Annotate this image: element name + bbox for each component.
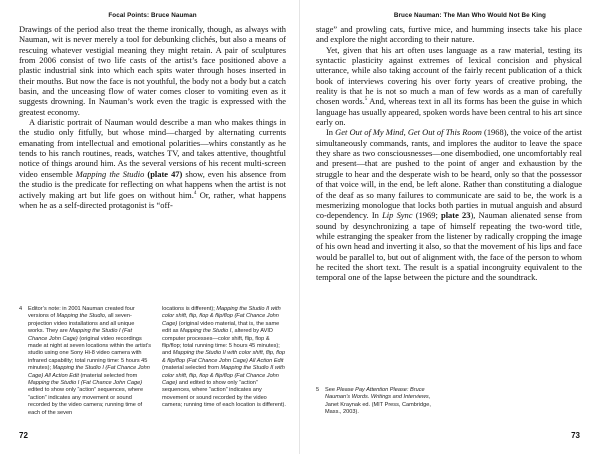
footnote-marker[interactable]: 4 [193, 190, 197, 196]
footnote-column-1: Editor’s note: in 2001 Nauman created four versions of Mapping the Studio, all seven-projection video installations and all unique works. They are Mapping the Studio I (Fat Chance John Cage) (original video recordings made at night at seven locations within the artist’s studio using one Sony Hi-8 video camera with infrared capability; total running time: 5 hours 45 minutes); Mapping the Studio I (Fat Chance John Cage) All Action Edit (material selected from Mapping the Studio I (Fat Chance John Cage) edited to show only “action” sequences, where “action” indicates any movement or sound recorded by the video camera; running time of each of the seven [28, 306, 152, 416]
running-head-right: Bruce Nauman: The Man Who Would Not Be King [393, 12, 546, 19]
work-title: Mapping the Studio [75, 168, 145, 179]
left-paragraph-1: Drawings of the period also treat the theme ironically, though, as always with Nauman, wit is never merely a tool for debunking clichés, but also a means of rescuing whatever vestigial meaning they might retain. A pair of sculptures from 2006 consist of two life casts of the artist’s face positioned above a plastic industrial sink into which each spits water through hoses inserted in their mouths. But now the face is not youthful, the body not a body but a catch basin, and the unceasing flow of water comes closer to vomiting even as it suggests drowning. In Nauman’s work even the tragic is expressed with the greatest economy. [19, 24, 286, 117]
right-paragraph-1: stage” and prowling cats, furtive mice, and humming insects take his place and explore the night according to their nature. [316, 24, 582, 45]
footnote-marker[interactable]: 5 [364, 97, 368, 103]
running-head-left: Focal Points: Bruce Nauman [108, 12, 197, 19]
footnote-5 [316, 387, 436, 417]
footnote-text: See Please Pay Attention Please: Bruce Nauman’s Words. Writings and Interviews, Janet Kraynak ed. (MIT Press, Cambridge, Mass., 2003). [325, 387, 431, 416]
left-body-text [19, 24, 286, 210]
footnote-4 [19, 306, 287, 417]
right-page [300, 0, 600, 454]
plate-reference: plate 23 [441, 210, 471, 221]
right-paragraph-2: Yet, given that his art often uses language as a raw material, testing its syntactic plasticity against extremes of lexical concision and physical utterance, while also taking account of the fairly recent publication of a thick book of interviews covering his over forty years of creative probing, the reality is that he is not so much a man of few words as a man of carefully chosen words.$^5$ And, whereas text in all its forms has been the guise in which language has usually appeared, spoken words have been central to his art since early on. [316, 44, 582, 128]
right-body-text [316, 24, 582, 283]
footnote-number: 4 [19, 306, 23, 312]
left-paragraph-2: A diaristic portrait of Nauman would describe a man who makes things in the studio only fitfully, but whose mind—charged by alternating currents emanating from intellectual and emotional polarities—whirs constantly as he tends to his ranch routines, reads, watches TV, and takes attentive, thoughtful notice of things around him. As the several versions of his recent multi-screen video ensemble Mapping the Studio (plate 47) show, even his absence from the studio is the predicate for reflecting on what happens when the artist is not actively making art but life goes on without him.$^4$ Or, rather, what happens when he as a self-directed protagonist is “off- [19, 117, 287, 210]
page-number-left: 72 [19, 431, 28, 440]
footnote-column-2: locations is different); Mapping the Studio II with color shift, flip, flop & flip/flop (Fat Chance John Cage) (original video material, that is, the same edit as Mapping the Studio I, altered by AVID computer processes—color shift, flip, flop & flip/flop; total running time: 5 hours 45 minutes); and Mapping the Studio II with color shift, flip, flop & flip/flop (Fat Chance John Cage) All Action Edit (material selected from Mapping the Studio II with color shift, flip, flop & flip/flop (Fat Chance John Cage) and edited to show only “action” sequences, where “action” indicates any movement or sound recorded by the video camera; running time of each location is different). [162, 306, 286, 409]
work-title: Get Out of My Mind, Get Out of This Room [335, 127, 482, 138]
work-title: Lip Sync [382, 210, 413, 221]
right-paragraph-3: In Get Out of My Mind, Get Out of This Room (1968), the voice of the artist simultaneously commands, rants, and implores the auditor to leave the space they share as two consciousnesses—one disembodied, one uncomfortably real and present—that are pushed to the point of anger and exhaustion by the struggle to hear and the desperate wish to be heard, only so that the possessor of that voice will, in the end, be left alone. Rather than constituting a dialogue of the deaf as so many failures to communicate are said to be, the work is a mesmerizing monologue that locks both parties in mutual anguish and absurd co-dependency. In Lip Sync (1969; plate 23), Nauman alienated sense from sound by desynchronizing a tape of himself repeating the two-word title, while estranging the speaker from the listener by radically cropping the image of his own head and inverting it also, so that the movement of his lips and face would be parallel to, but out of alignment with, the face of the person to whom he recited the short text. The result is a spatial incongruity equivalent to the temporal one of the lapse between the picture and the soundtrack. [316, 127, 583, 283]
page-number-right: 73 [571, 431, 580, 440]
footnote-number: 5 [316, 387, 320, 393]
plate-reference: (plate 47) [147, 168, 183, 179]
